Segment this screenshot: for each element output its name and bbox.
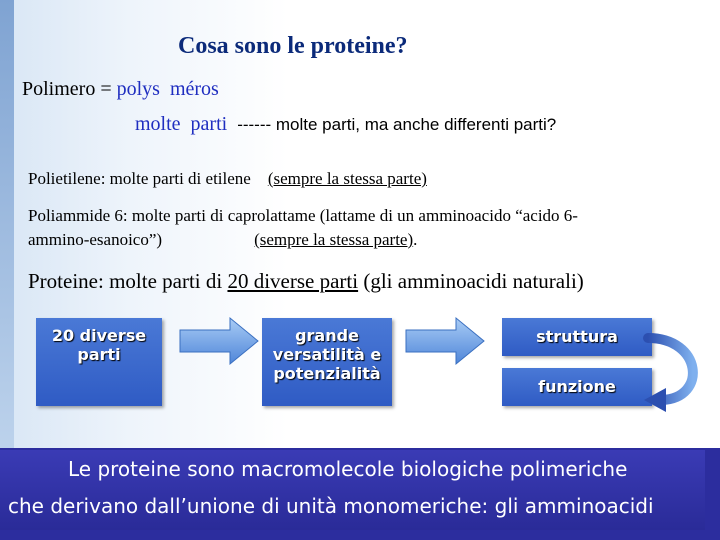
polietilene-line (28, 169, 427, 189)
arrow-right-icon (404, 316, 488, 366)
slide-title: Cosa sono le proteine? (178, 33, 408, 59)
molte-parti-line (135, 113, 556, 136)
bottom-line-1: Le proteine sono macromolecole biologiche polimeriche (68, 457, 628, 481)
box-grande-line1: grande (295, 326, 359, 345)
meros-word: méros (169, 78, 219, 100)
box-20-diverse-parti (36, 318, 162, 406)
box-funzione: funzione (502, 368, 652, 406)
molte-word: molte (135, 113, 181, 135)
proteine-line (28, 269, 584, 294)
bottom-line-2: che derivano dall’unione di unità monomeriche: gli amminoacidi (8, 494, 654, 518)
poliammide-line-2 (28, 230, 417, 250)
arrow-right-icon (178, 316, 262, 366)
proteine-prefix: Proteine: molte parti di (28, 269, 228, 293)
poliammide-line-1: Poliammide 6: molte parti di caprolattame (lattame di un amminoacido “acido 6- (28, 206, 578, 225)
polimero-line (22, 78, 219, 101)
box-20-diverse-line1: 20 diverse (51, 326, 147, 345)
poliammide-note: (sempre la stessa parte) (254, 230, 414, 249)
box-grande-line2: versatilità e (272, 345, 382, 364)
poliammide-line-2-text: ammino-esanoico”) (28, 230, 163, 249)
parti-word: parti (190, 113, 228, 135)
poliammide-period: . (413, 230, 418, 249)
box-grande-versatilita (262, 318, 392, 406)
polietilene-note: (sempre la stessa parte) (267, 169, 427, 188)
proteine-suffix: (gli amminoacidi naturali) (358, 269, 584, 293)
proteine-underlined: 20 diverse parti (227, 269, 359, 293)
molte-explanation: ------ molte parti, ma anche differenti parti? (237, 115, 557, 134)
box-20-diverse-line2: parti (77, 345, 121, 364)
box-grande-line3: potenzialità (273, 364, 381, 383)
curved-cycle-arrow-icon (640, 318, 710, 418)
polietilene-text: Polietilene: molte parti di etilene (28, 169, 251, 188)
polimero-label: Polimero = (22, 78, 117, 100)
polys-word: polys (116, 78, 160, 100)
box-struttura: struttura (502, 318, 652, 356)
